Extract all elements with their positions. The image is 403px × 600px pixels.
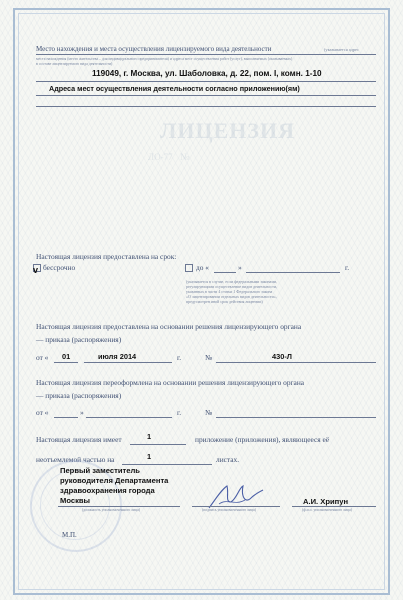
signer-position-4: Москвы [60, 496, 91, 505]
location-note-line2: места нахождения (место жительства – для индивидуального предпринимателя) и адреса мест осуществления работ (услуг), выполняемых (оказываемых) [36, 57, 293, 61]
reissue-number-sign: № [205, 408, 213, 417]
signature-line [192, 506, 280, 507]
appendix-line1-suffix: приложение (приложения), являющееся её [195, 435, 330, 444]
term-note-2: регулирующими осуществление видов деятельности, [186, 284, 278, 289]
appendix-count: 1 [147, 432, 152, 441]
term-note-3: указанных в части 4 статьи 1 Федерального закона [186, 289, 273, 294]
appendix-note-underline [36, 95, 376, 96]
reissue-label-line1: Настоящая лицензия переоформлена на основании решения лицензирующего органа [36, 378, 305, 387]
reissue-number-line [216, 417, 376, 418]
decision-year-suffix: г. [177, 353, 182, 362]
reissue-month-line [86, 417, 172, 418]
reissue-from-prefix: от « [36, 408, 49, 417]
reissue-year-suffix: г. [177, 408, 182, 417]
term-label: Настоящая лицензия предоставлена на срок: [36, 252, 177, 261]
appendix-line2-suffix: листах. [216, 455, 240, 464]
until-year-suffix: г. [345, 263, 350, 272]
position-caption: (должность уполномоченного лица) [82, 508, 141, 512]
decision-from-prefix: от « [36, 353, 49, 362]
decision-day: 01 [62, 352, 71, 361]
name-caption: (ф.и.о. уполномоченного лица) [302, 508, 352, 512]
decision-label-line2: — приказа (распоряжения) [36, 335, 122, 344]
reissue-label-line2: — приказа (распоряжения) [36, 391, 122, 400]
reissue-day-line [54, 417, 78, 418]
heading-underline [36, 54, 376, 55]
location-note-right: (указывается адрес [324, 47, 359, 52]
position-line [58, 506, 180, 507]
appendix-count-line [130, 444, 186, 445]
address: 119049, г. Москва, ул. Шаболовка, д. 22, пом. I, комн. 1-10 [92, 69, 322, 78]
address-underline [36, 81, 376, 82]
until-checkbox [185, 264, 193, 272]
signer-position-2: руководителя Департамента [60, 476, 169, 485]
unlimited-label: бессрочно [43, 263, 76, 272]
watermark-prefix: ЛО-77 [148, 152, 173, 162]
appendix-sheets-line [122, 464, 212, 465]
location-heading: Место нахождения и места осуществления лицензируемого вида деятельности [36, 45, 272, 53]
decision-number: 430-Л [272, 352, 292, 361]
blank-line-1 [36, 106, 376, 107]
decision-number-line [216, 362, 376, 363]
appendix-line2-prefix: неотъемлемой частью на [36, 455, 115, 464]
decision-month-year: июля 2014 [98, 352, 137, 361]
until-mid: » [238, 263, 242, 272]
decision-number-sign: № [205, 353, 213, 362]
signer-name: А.И. Хрипун [303, 497, 349, 506]
signature-caption: (подпись уполномоченного лица) [202, 508, 256, 512]
until-month-line [246, 272, 340, 273]
seal-label: М.П. [62, 531, 77, 539]
reissue-mid: » [80, 408, 84, 417]
decision-month-line [84, 362, 172, 363]
term-note-5: предусмотрен иной срок действия лицензии) [186, 299, 263, 304]
appendix-line1-prefix: Настоящая лицензия имеет [36, 435, 122, 444]
name-line [292, 506, 376, 507]
signer-position-1: Первый заместитель [60, 466, 140, 475]
unlimited-checkmark: v [33, 265, 39, 275]
term-note-1: (указывается в случае, если федеральными законами, [186, 279, 278, 284]
decision-day-line [54, 362, 78, 363]
term-note-4: «О лицензировании отдельных видов деятельности», [186, 294, 277, 299]
watermark-title: ЛИЦЕНЗИЯ [160, 118, 296, 143]
until-prefix: до « [196, 263, 209, 272]
location-note-line3: в составе лицензируемого вида деятельности) [36, 62, 113, 66]
watermark-number-sign: № [180, 152, 190, 163]
appendix-address-note: Адреса мест осуществления деятельности согласно приложению(ям) [49, 84, 300, 93]
decision-label-line1: Настоящая лицензия предоставлена на основании решения лицензирующего органа [36, 322, 302, 331]
until-day-line [214, 272, 236, 273]
appendix-sheets: 1 [147, 452, 152, 461]
signer-position-3: здравоохранения города [60, 486, 155, 495]
